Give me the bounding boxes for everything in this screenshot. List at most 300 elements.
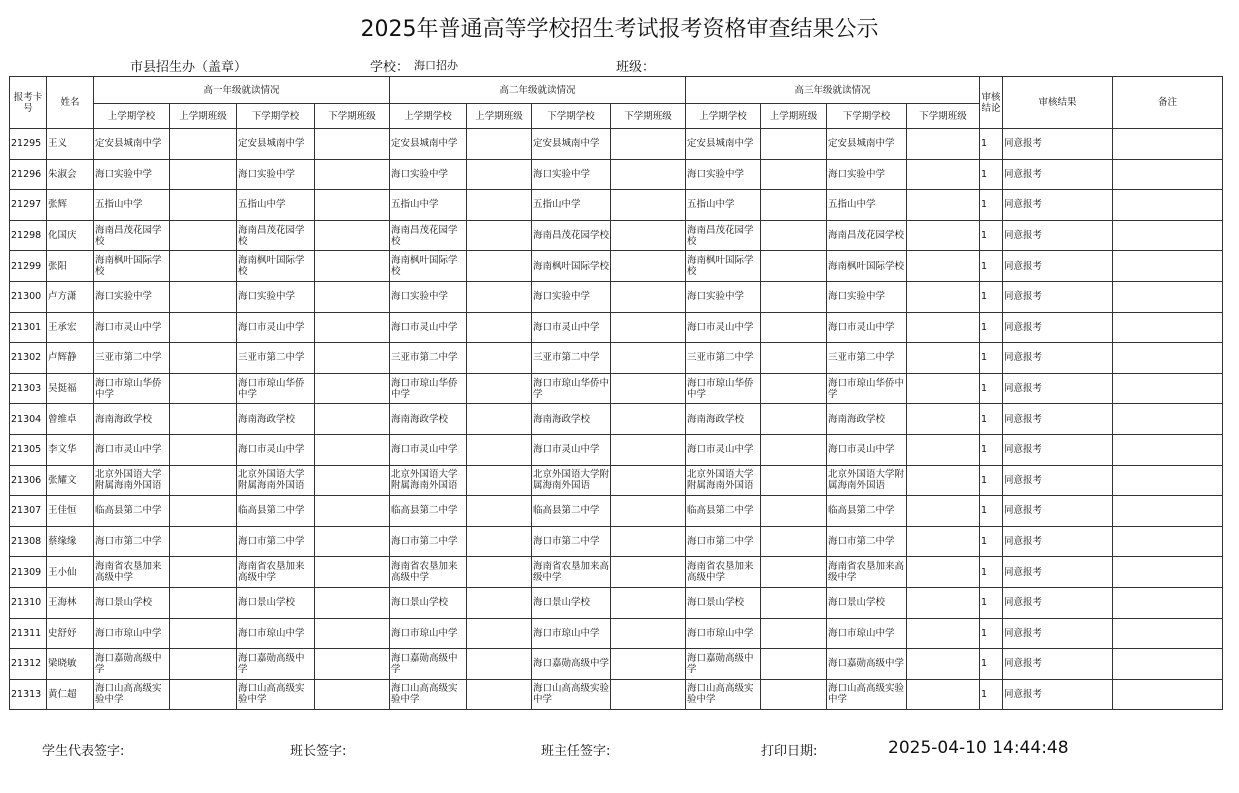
table-row xyxy=(10,251,1223,282)
cell-first-term-class xyxy=(170,557,237,588)
subheader-cell: 上学期学校 xyxy=(390,104,467,129)
cell-review-conclusion: 1 xyxy=(980,526,1003,557)
cell-second-term-class xyxy=(611,343,686,374)
cell-first-term-class xyxy=(170,373,237,404)
cell-remarks xyxy=(1113,587,1223,618)
table-row xyxy=(10,649,1223,680)
table-row xyxy=(10,373,1223,404)
cell-second-term-class xyxy=(315,343,390,374)
cell-second-term-class xyxy=(611,190,686,221)
cell-first-term-school: 定安县城南中学 xyxy=(94,129,170,160)
cell-name: 化国庆 xyxy=(47,220,94,251)
cell-second-term-class xyxy=(907,220,980,251)
cell-id: 21311 xyxy=(10,618,47,649)
table-row xyxy=(10,496,1223,527)
cell-review-conclusion: 1 xyxy=(980,587,1003,618)
cell-remarks xyxy=(1113,649,1223,680)
cell-second-term-class xyxy=(315,434,390,465)
cell-first-term-school: 海口市琼山中学 xyxy=(390,618,467,649)
cell-first-term-class xyxy=(170,312,237,343)
cell-second-term-school: 海口嘉勋高级中学 xyxy=(532,649,611,680)
cell-second-term-class xyxy=(907,649,980,680)
subheader-cell: 下学期学校 xyxy=(532,104,611,129)
cell-first-term-school: 海口山高高级实验中学 xyxy=(94,679,170,710)
cell-first-term-school: 海口景山学校 xyxy=(686,587,761,618)
table-row xyxy=(10,190,1223,221)
cell-second-term-school: 北京外国语大学附属海南外国语 xyxy=(237,465,315,496)
cell-remarks xyxy=(1113,434,1223,465)
cell-second-term-class xyxy=(315,251,390,282)
cell-id: 21308 xyxy=(10,526,47,557)
cell-review-result: 同意报考 xyxy=(1003,404,1113,435)
subheader-cell: 上学期班级 xyxy=(761,104,827,129)
table-row xyxy=(10,129,1223,160)
table-row xyxy=(10,557,1223,588)
cell-review-conclusion: 1 xyxy=(980,220,1003,251)
cell-first-term-class xyxy=(170,434,237,465)
cell-review-result: 同意报考 xyxy=(1003,281,1113,312)
subheader-cell: 上学期班级 xyxy=(467,104,532,129)
cell-second-term-class xyxy=(315,281,390,312)
cell-second-term-school: 临高县第二中学 xyxy=(532,496,611,527)
cell-name: 卢辉静 xyxy=(47,343,94,374)
cell-second-term-school: 海口山高高级实验中学 xyxy=(237,679,315,710)
cell-first-term-school: 海口实验中学 xyxy=(686,159,761,190)
results-table xyxy=(9,76,1223,710)
print-date: 2025-04-10 14:44:48 xyxy=(888,738,1069,758)
cell-review-result: 同意报考 xyxy=(1003,679,1113,710)
cell-remarks xyxy=(1113,129,1223,160)
cell-id: 21300 xyxy=(10,281,47,312)
cell-first-term-school: 海南省农垦加来高级中学 xyxy=(686,557,761,588)
cell-second-term-class xyxy=(611,220,686,251)
cell-second-term-class xyxy=(907,159,980,190)
cell-second-term-class xyxy=(907,343,980,374)
subheader-cell: 下学期学校 xyxy=(827,104,907,129)
cell-id: 21310 xyxy=(10,587,47,618)
cell-first-term-school: 海口景山学校 xyxy=(94,587,170,618)
cell-review-result: 同意报考 xyxy=(1003,220,1113,251)
subheader-cell: 下学期班级 xyxy=(315,104,390,129)
cell-first-term-class xyxy=(467,618,532,649)
cell-second-term-school: 海口市灵山中学 xyxy=(827,312,907,343)
school-value: 海口招办 xyxy=(414,59,458,72)
cell-review-result: 同意报考 xyxy=(1003,526,1113,557)
cell-second-term-class xyxy=(315,220,390,251)
cell-first-term-class xyxy=(467,129,532,160)
cell-name: 梁晓敏 xyxy=(47,649,94,680)
cell-review-conclusion: 1 xyxy=(980,679,1003,710)
cell-second-term-class xyxy=(907,129,980,160)
cell-first-term-school: 海口市琼山中学 xyxy=(686,618,761,649)
cell-second-term-school: 海南枫叶国际学校 xyxy=(237,251,315,282)
cell-first-term-class xyxy=(761,281,827,312)
cell-remarks xyxy=(1113,251,1223,282)
cell-first-term-class xyxy=(761,649,827,680)
cell-first-term-school: 海口实验中学 xyxy=(390,159,467,190)
cell-first-term-class xyxy=(170,281,237,312)
cell-first-term-class xyxy=(170,251,237,282)
cell-first-term-school: 临高县第二中学 xyxy=(390,496,467,527)
table-row xyxy=(10,281,1223,312)
cell-first-term-class xyxy=(170,159,237,190)
cell-remarks xyxy=(1113,404,1223,435)
cell-first-term-class xyxy=(467,587,532,618)
cell-first-term-class xyxy=(170,129,237,160)
cell-name: 王佳恒 xyxy=(47,496,94,527)
subheader-cell: 上学期班级 xyxy=(170,104,237,129)
cell-second-term-class xyxy=(907,618,980,649)
cell-second-term-class xyxy=(611,251,686,282)
school-label: 学校： xyxy=(370,60,410,75)
cell-first-term-class xyxy=(467,649,532,680)
cell-first-term-school: 海口市琼山中学 xyxy=(94,618,170,649)
cell-review-result: 同意报考 xyxy=(1003,434,1113,465)
cell-review-result: 同意报考 xyxy=(1003,251,1113,282)
cell-first-term-school: 海口市灵山中学 xyxy=(686,434,761,465)
cell-first-term-school: 三亚市第二中学 xyxy=(390,343,467,374)
cell-second-term-school: 海南海政学校 xyxy=(237,404,315,435)
cell-second-term-class xyxy=(315,129,390,160)
cell-second-term-class xyxy=(315,679,390,710)
cell-review-result: 同意报考 xyxy=(1003,465,1113,496)
cell-second-term-school: 海口市琼山中学 xyxy=(237,618,315,649)
cell-remarks xyxy=(1113,220,1223,251)
cell-first-term-school: 五指山中学 xyxy=(686,190,761,221)
table-row xyxy=(10,465,1223,496)
cell-first-term-school: 海南省农垦加来高级中学 xyxy=(390,557,467,588)
cell-name: 张辉 xyxy=(47,190,94,221)
cell-second-term-class xyxy=(315,312,390,343)
cell-second-term-school: 五指山中学 xyxy=(827,190,907,221)
cell-first-term-school: 海口嘉勋高级中学 xyxy=(686,649,761,680)
cell-review-conclusion: 1 xyxy=(980,618,1003,649)
cell-id: 21306 xyxy=(10,465,47,496)
cell-first-term-school: 海口实验中学 xyxy=(94,159,170,190)
cell-first-term-class xyxy=(467,251,532,282)
cell-first-term-school: 临高县第二中学 xyxy=(94,496,170,527)
header-remarks: 备注 xyxy=(1113,77,1223,129)
subheader-cell: 下学期班级 xyxy=(611,104,686,129)
cell-second-term-school: 海口市琼山华侨中学 xyxy=(532,373,611,404)
table-row xyxy=(10,618,1223,649)
cell-first-term-class xyxy=(467,220,532,251)
cell-remarks xyxy=(1113,465,1223,496)
cell-second-term-class xyxy=(611,679,686,710)
table-row xyxy=(10,343,1223,374)
page-title: 2025年普通高等学校招生考试报考资格审查结果公示 xyxy=(360,17,879,42)
cell-first-term-class xyxy=(467,281,532,312)
cell-first-term-class xyxy=(467,404,532,435)
cell-first-term-class xyxy=(467,343,532,374)
cell-second-term-school: 三亚市第二中学 xyxy=(827,343,907,374)
cell-second-term-school: 海口市灵山中学 xyxy=(532,312,611,343)
cell-first-term-class xyxy=(467,679,532,710)
cell-second-term-school: 海口实验中学 xyxy=(532,281,611,312)
header-grade3: 高三年级就读情况 xyxy=(686,77,980,104)
cell-second-term-school: 海南枫叶国际学校 xyxy=(532,251,611,282)
cell-first-term-school: 五指山中学 xyxy=(390,190,467,221)
cell-second-term-class xyxy=(315,649,390,680)
cell-remarks xyxy=(1113,190,1223,221)
cell-first-term-class xyxy=(761,434,827,465)
cell-first-term-class xyxy=(467,159,532,190)
cell-second-term-school: 海口山高高级实验中学 xyxy=(827,679,907,710)
cell-first-term-class xyxy=(761,679,827,710)
cell-name: 蔡缘缘 xyxy=(47,526,94,557)
cell-second-term-school: 海口实验中学 xyxy=(237,281,315,312)
cell-remarks xyxy=(1113,618,1223,649)
cell-second-term-school: 海口市第二中学 xyxy=(827,526,907,557)
cell-second-term-class xyxy=(611,312,686,343)
cell-first-term-class xyxy=(467,557,532,588)
class-label: 班级： xyxy=(616,60,656,75)
cell-second-term-school: 海南昌茂花园学校 xyxy=(532,220,611,251)
cell-first-term-class xyxy=(761,343,827,374)
cell-second-term-class xyxy=(315,496,390,527)
cell-first-term-class xyxy=(761,312,827,343)
header-review-conclusion: 审核结论 xyxy=(980,77,1003,129)
subheader-cell: 上学期学校 xyxy=(686,104,761,129)
cell-second-term-class xyxy=(611,649,686,680)
cell-first-term-class xyxy=(170,404,237,435)
cell-second-term-school: 临高县第二中学 xyxy=(237,496,315,527)
cell-second-term-class xyxy=(907,496,980,527)
cell-first-term-class xyxy=(170,465,237,496)
cell-second-term-class xyxy=(907,190,980,221)
cell-first-term-class xyxy=(761,159,827,190)
cell-second-term-school: 海南省农垦加来高级中学 xyxy=(827,557,907,588)
cell-first-term-school: 海南海政学校 xyxy=(94,404,170,435)
cell-second-term-school: 海口市琼山中学 xyxy=(827,618,907,649)
table-row xyxy=(10,679,1223,710)
cell-review-conclusion: 1 xyxy=(980,434,1003,465)
cell-first-term-class xyxy=(761,129,827,160)
cell-second-term-school: 定安县城南中学 xyxy=(237,129,315,160)
cell-review-conclusion: 1 xyxy=(980,373,1003,404)
cell-second-term-school: 海南枫叶国际学校 xyxy=(827,251,907,282)
cell-second-term-school: 海口市琼山中学 xyxy=(532,618,611,649)
cell-name: 张耀文 xyxy=(47,465,94,496)
cell-first-term-school: 海口市灵山中学 xyxy=(390,434,467,465)
cell-first-term-class xyxy=(761,587,827,618)
cell-first-term-school: 海南昌茂花园学校 xyxy=(94,220,170,251)
cell-review-result: 同意报考 xyxy=(1003,587,1113,618)
cell-first-term-school: 三亚市第二中学 xyxy=(686,343,761,374)
cell-second-term-class xyxy=(315,618,390,649)
cell-first-term-school: 定安县城南中学 xyxy=(686,129,761,160)
cell-name: 吴挺福 xyxy=(47,373,94,404)
cell-second-term-class xyxy=(315,159,390,190)
header-review-result: 审核结果 xyxy=(1003,77,1113,129)
cell-second-term-school: 海南昌茂花园学校 xyxy=(237,220,315,251)
cell-first-term-class xyxy=(467,526,532,557)
cell-review-result: 同意报考 xyxy=(1003,343,1113,374)
cell-first-term-school: 海口市琼山华侨中学 xyxy=(390,373,467,404)
cell-review-conclusion: 1 xyxy=(980,496,1003,527)
cell-second-term-school: 海口实验中学 xyxy=(827,159,907,190)
cell-review-result: 同意报考 xyxy=(1003,618,1113,649)
cell-second-term-class xyxy=(611,587,686,618)
cell-remarks xyxy=(1113,281,1223,312)
cell-first-term-school: 海口实验中学 xyxy=(686,281,761,312)
cell-review-result: 同意报考 xyxy=(1003,190,1113,221)
cell-second-term-school: 海南省农垦加来高级中学 xyxy=(532,557,611,588)
cell-remarks xyxy=(1113,557,1223,588)
cell-id: 21297 xyxy=(10,190,47,221)
cell-second-term-school: 海南昌茂花园学校 xyxy=(827,220,907,251)
office-label: 市县招生办（盖章） xyxy=(130,60,248,75)
monitor-signature: 班长签字: xyxy=(290,744,347,759)
cell-remarks xyxy=(1113,312,1223,343)
head-teacher-signature: 班主任签字: xyxy=(541,744,611,759)
cell-first-term-school: 北京外国语大学附属海南外国语 xyxy=(94,465,170,496)
cell-id: 21309 xyxy=(10,557,47,588)
cell-second-term-school: 海南省农垦加来高级中学 xyxy=(237,557,315,588)
subheader-cell: 下学期班级 xyxy=(907,104,980,129)
cell-second-term-class xyxy=(611,129,686,160)
cell-second-term-school: 海口实验中学 xyxy=(237,159,315,190)
cell-first-term-class xyxy=(170,526,237,557)
cell-review-conclusion: 1 xyxy=(980,343,1003,374)
cell-review-conclusion: 1 xyxy=(980,557,1003,588)
cell-first-term-class xyxy=(761,404,827,435)
cell-second-term-school: 北京外国语大学附属海南外国语 xyxy=(827,465,907,496)
cell-first-term-school: 海口嘉勋高级中学 xyxy=(94,649,170,680)
cell-first-term-class xyxy=(170,587,237,618)
cell-first-term-class xyxy=(170,679,237,710)
cell-second-term-school: 海口市第二中学 xyxy=(237,526,315,557)
cell-review-result: 同意报考 xyxy=(1003,159,1113,190)
cell-review-conclusion: 1 xyxy=(980,190,1003,221)
cell-first-term-class xyxy=(467,496,532,527)
cell-second-term-school: 三亚市第二中学 xyxy=(237,343,315,374)
subheader-cell: 下学期学校 xyxy=(237,104,315,129)
cell-second-term-class xyxy=(611,373,686,404)
cell-name: 黄仁超 xyxy=(47,679,94,710)
table-row xyxy=(10,404,1223,435)
cell-second-term-school: 北京外国语大学附属海南外国语 xyxy=(532,465,611,496)
cell-second-term-class xyxy=(611,526,686,557)
table-row xyxy=(10,312,1223,343)
cell-id: 21313 xyxy=(10,679,47,710)
cell-second-term-class xyxy=(611,281,686,312)
cell-second-term-school: 海南海政学校 xyxy=(532,404,611,435)
cell-second-term-class xyxy=(611,434,686,465)
cell-first-term-class xyxy=(761,496,827,527)
cell-first-term-school: 海口市第二中学 xyxy=(94,526,170,557)
cell-remarks xyxy=(1113,373,1223,404)
cell-id: 21301 xyxy=(10,312,47,343)
cell-review-conclusion: 1 xyxy=(980,159,1003,190)
cell-second-term-school: 定安县城南中学 xyxy=(827,129,907,160)
cell-second-term-school: 临高县第二中学 xyxy=(827,496,907,527)
cell-first-term-school: 海口实验中学 xyxy=(390,281,467,312)
cell-second-term-school: 海口市灵山中学 xyxy=(827,434,907,465)
cell-first-term-school: 三亚市第二中学 xyxy=(94,343,170,374)
cell-id: 21305 xyxy=(10,434,47,465)
cell-remarks xyxy=(1113,679,1223,710)
cell-first-term-class xyxy=(170,496,237,527)
cell-second-term-class xyxy=(315,190,390,221)
cell-first-term-school: 定安县城南中学 xyxy=(390,129,467,160)
cell-second-term-class xyxy=(315,587,390,618)
cell-second-term-class xyxy=(611,404,686,435)
cell-first-term-class xyxy=(761,557,827,588)
table-row xyxy=(10,526,1223,557)
cell-id: 21302 xyxy=(10,343,47,374)
cell-review-result: 同意报考 xyxy=(1003,373,1113,404)
cell-id: 21304 xyxy=(10,404,47,435)
cell-name: 朱淑会 xyxy=(47,159,94,190)
table-row xyxy=(10,159,1223,190)
cell-first-term-school: 海口市琼山华侨中学 xyxy=(686,373,761,404)
cell-second-term-class xyxy=(907,312,980,343)
cell-second-term-class xyxy=(315,526,390,557)
table-row xyxy=(10,587,1223,618)
cell-second-term-class xyxy=(611,159,686,190)
cell-id: 21296 xyxy=(10,159,47,190)
cell-second-term-school: 海口市第二中学 xyxy=(532,526,611,557)
cell-second-term-school: 海口山高高级实验中学 xyxy=(532,679,611,710)
cell-review-conclusion: 1 xyxy=(980,281,1003,312)
table-row xyxy=(10,220,1223,251)
cell-remarks xyxy=(1113,526,1223,557)
cell-first-term-class xyxy=(467,373,532,404)
header-grade2: 高二年级就读情况 xyxy=(390,77,686,104)
cell-id: 21295 xyxy=(10,129,47,160)
cell-id: 21298 xyxy=(10,220,47,251)
cell-second-term-class xyxy=(611,496,686,527)
cell-second-term-class xyxy=(315,465,390,496)
header-grade1: 高一年级就读情况 xyxy=(94,77,390,104)
cell-second-term-school: 海口实验中学 xyxy=(827,281,907,312)
cell-first-term-class xyxy=(467,434,532,465)
cell-second-term-school: 海口市琼山华侨中学 xyxy=(827,373,907,404)
cell-review-conclusion: 1 xyxy=(980,312,1003,343)
cell-second-term-class xyxy=(907,434,980,465)
cell-first-term-class xyxy=(170,343,237,374)
cell-second-term-class xyxy=(907,557,980,588)
cell-review-result: 同意报考 xyxy=(1003,129,1113,160)
cell-first-term-school: 海口市灵山中学 xyxy=(94,312,170,343)
cell-second-term-class xyxy=(907,679,980,710)
cell-first-term-school: 海南海政学校 xyxy=(686,404,761,435)
cell-review-conclusion: 1 xyxy=(980,251,1003,282)
cell-first-term-class xyxy=(467,312,532,343)
cell-first-term-school: 北京外国语大学附属海南外国语 xyxy=(390,465,467,496)
cell-first-term-school: 海南昌茂花园学校 xyxy=(686,220,761,251)
cell-second-term-school: 海口市灵山中学 xyxy=(237,434,315,465)
cell-second-term-class xyxy=(907,281,980,312)
cell-first-term-school: 海南昌茂花园学校 xyxy=(390,220,467,251)
cell-second-term-school: 海口市灵山中学 xyxy=(532,434,611,465)
cell-second-term-class xyxy=(907,526,980,557)
cell-second-term-school: 海口市灵山中学 xyxy=(237,312,315,343)
cell-second-term-school: 海口景山学校 xyxy=(827,587,907,618)
cell-first-term-school: 海口景山学校 xyxy=(390,587,467,618)
cell-first-term-school: 海南枫叶国际学校 xyxy=(390,251,467,282)
cell-second-term-class xyxy=(907,587,980,618)
cell-name: 王承宏 xyxy=(47,312,94,343)
cell-first-term-school: 海口市第二中学 xyxy=(390,526,467,557)
cell-name: 曾维卓 xyxy=(47,404,94,435)
cell-name: 李文华 xyxy=(47,434,94,465)
cell-review-result: 同意报考 xyxy=(1003,312,1113,343)
cell-name: 卢方潇 xyxy=(47,281,94,312)
cell-first-term-class xyxy=(467,465,532,496)
cell-first-term-class xyxy=(761,526,827,557)
